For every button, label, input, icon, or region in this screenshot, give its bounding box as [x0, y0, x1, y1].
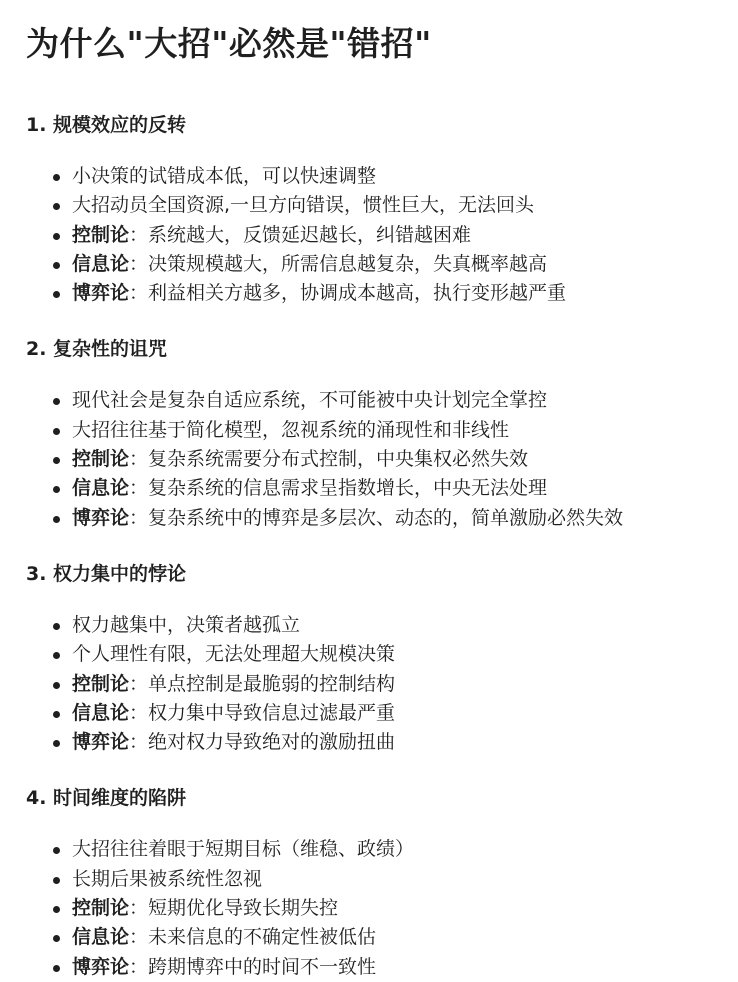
- list-item: [26, 445, 714, 474]
- item-term: 信息论: [72, 477, 130, 500]
- list-item: [26, 699, 714, 728]
- list-item: [26, 728, 714, 757]
- section-3: [26, 557, 714, 757]
- page-title: 为什么"大招"必然是"错招": [26, 24, 432, 63]
- section-heading: 2. 复杂性的诅咒: [26, 338, 168, 361]
- list-item: [26, 221, 714, 250]
- list-item: [26, 670, 714, 699]
- item-text: 大招往往基于简化模型，忽视系统的涌现性和非线性: [72, 418, 510, 441]
- item-term: 信息论: [72, 252, 130, 275]
- list-item: [26, 474, 714, 503]
- bullet-list: [26, 611, 714, 757]
- item-text: 权力越集中，决策者越孤立: [72, 613, 301, 636]
- bullet-list: [26, 835, 714, 981]
- item-term: 控制论: [72, 223, 130, 246]
- item-text: ：短期优化导致长期失控: [129, 897, 339, 920]
- item-text: ：决策规模越大，所需信息越复杂，失真概率越高: [129, 252, 548, 275]
- list-item: [26, 953, 714, 982]
- item-text: 个人理性有限，无法处理超大规模决策: [72, 643, 396, 666]
- item-term: 信息论: [72, 701, 130, 724]
- item-text: 大招动员全国资源,一旦方向错误，惯性巨大，无法回头: [72, 194, 535, 217]
- list-item: [26, 923, 714, 952]
- list-item: [26, 250, 714, 279]
- list-item: [26, 894, 714, 923]
- list-item: [26, 279, 714, 308]
- item-term: 控制论: [72, 672, 130, 695]
- list-item: [26, 835, 714, 864]
- item-text: ：单点控制是最脆弱的控制结构: [129, 672, 396, 695]
- item-text: 长期后果被系统性忽视: [72, 867, 263, 890]
- list-item: [26, 865, 714, 894]
- item-text: ：复杂系统需要分布式控制，中央集权必然失效: [129, 448, 529, 471]
- list-item: [26, 162, 714, 191]
- item-term: 博弈论: [72, 506, 130, 529]
- item-text: ：系统越大，反馈延迟越长，纠错越困难: [129, 223, 472, 246]
- bullet-list: [26, 162, 714, 308]
- list-item: [26, 386, 714, 415]
- item-text: ：跨期博弈中的时间不一致性: [129, 955, 377, 978]
- item-text: ：利益相关方越多，协调成本越高，执行变形越严重: [129, 282, 567, 305]
- item-text: ：复杂系统中的博弈是多层次、动态的，简单激励必然失效: [129, 506, 624, 529]
- list-item: [26, 191, 714, 220]
- list-item: [26, 611, 714, 640]
- item-text: ：未来信息的不确定性被低估: [129, 926, 377, 949]
- list-item: [26, 640, 714, 669]
- list-item: [26, 504, 714, 533]
- item-text: 大招往往着眼于短期目标（维稳、政绩）: [72, 838, 415, 861]
- section-2: [26, 332, 714, 532]
- item-term: 博弈论: [72, 282, 130, 305]
- item-text: 现代社会是复杂自适应系统，不可能被中央计划完全掌控: [72, 389, 548, 412]
- item-term: 信息论: [72, 926, 130, 949]
- item-text: ：绝对权力导致绝对的激励扭曲: [129, 731, 396, 754]
- section-heading: 4. 时间维度的陷阱: [26, 787, 187, 810]
- section-4: [26, 781, 714, 981]
- item-text: 小决策的试错成本低，可以快速调整: [72, 165, 377, 187]
- item-term: 博弈论: [72, 731, 130, 754]
- item-term: 控制论: [72, 897, 130, 920]
- section-heading: 1. 规模效应的反转: [26, 114, 187, 136]
- item-text: ：权力集中导致信息过滤最严重: [129, 701, 396, 724]
- section-heading: 3. 权力集中的悖论: [26, 562, 187, 585]
- item-term: 控制论: [72, 448, 130, 471]
- section-1: [26, 108, 714, 308]
- bullet-list: [26, 386, 714, 532]
- item-term: 博弈论: [72, 955, 130, 978]
- list-item: [26, 416, 714, 445]
- item-text: ：复杂系统的信息需求呈指数增长，中央无法处理: [129, 477, 548, 500]
